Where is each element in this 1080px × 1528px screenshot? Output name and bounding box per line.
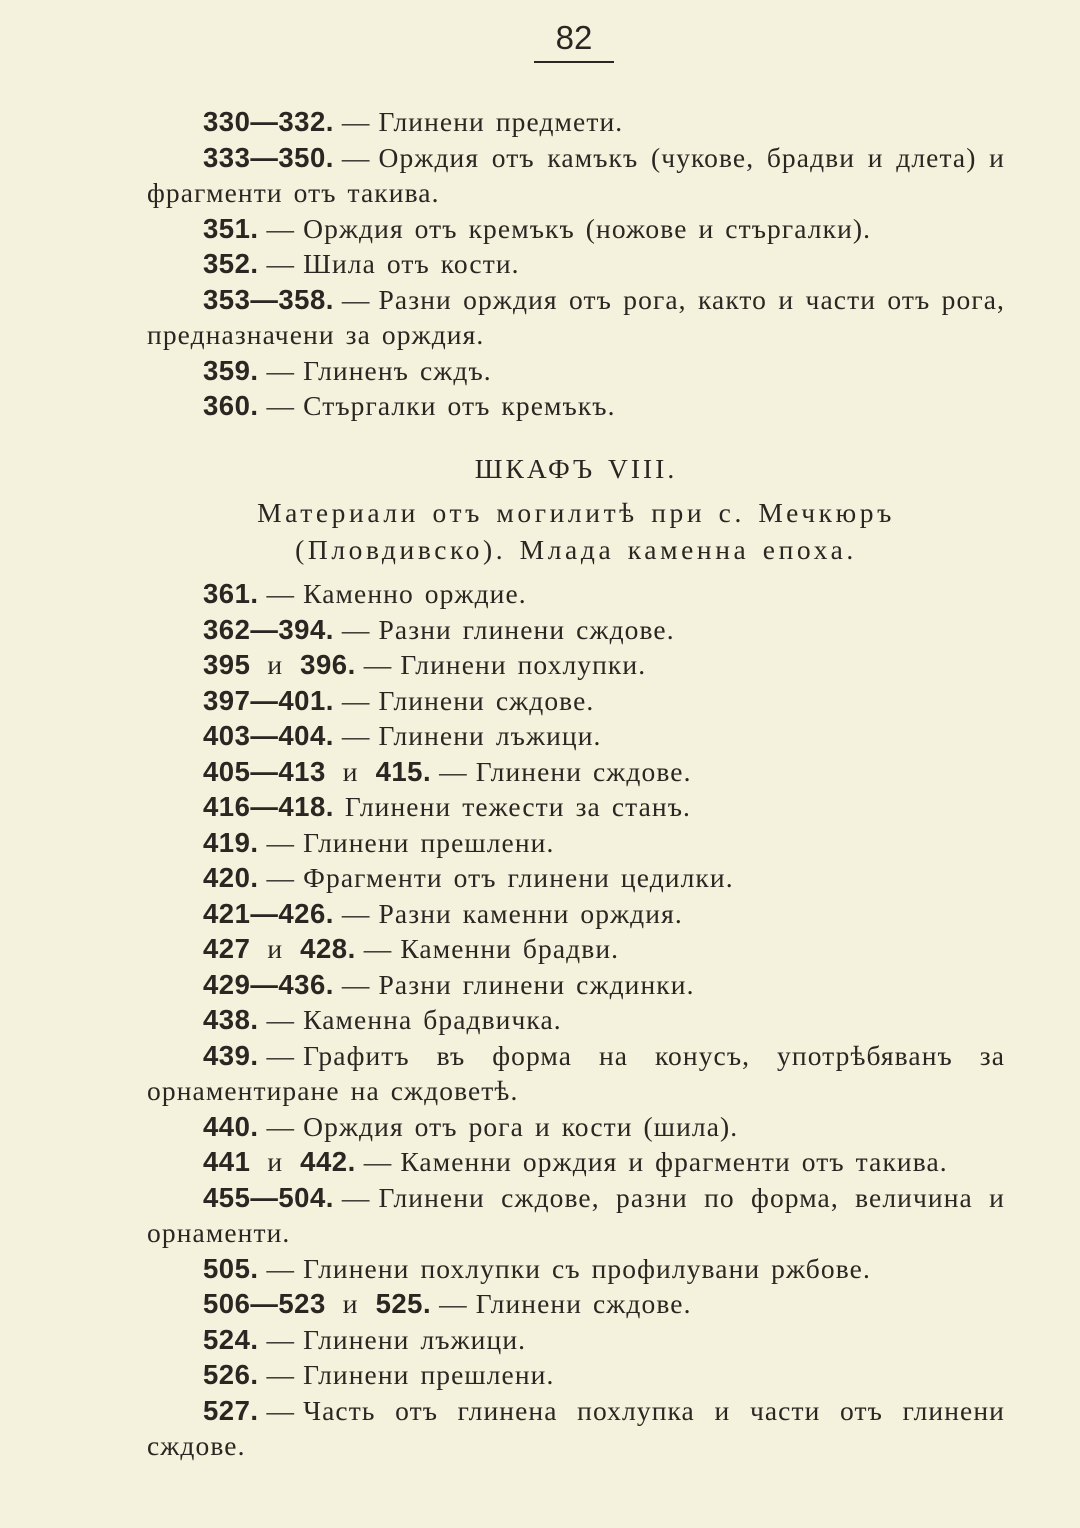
range-conjunction: и bbox=[331, 1288, 370, 1319]
range-conjunction: и bbox=[256, 649, 295, 680]
range-number: 330 bbox=[203, 106, 251, 137]
entry-dash: — bbox=[266, 862, 296, 893]
entry-dash: — bbox=[341, 613, 371, 645]
range-number: 527 bbox=[203, 1394, 251, 1426]
range-number: 358 bbox=[278, 283, 326, 315]
range-dash: — bbox=[250, 684, 279, 716]
entry-text: Каменна брадвичка. bbox=[303, 1004, 562, 1035]
range-number: 362 bbox=[203, 613, 251, 645]
range-number: 416 bbox=[203, 791, 251, 822]
range-number: 426 bbox=[278, 897, 326, 929]
range-number: 352 bbox=[203, 248, 251, 279]
range-number: 405 bbox=[203, 755, 251, 787]
number-period: . bbox=[250, 1252, 259, 1284]
entry-text: Орждия отъ камъкъ (чукове, брадви и длета) и фрагменти отъ такива. bbox=[147, 141, 1005, 208]
range-dash: — bbox=[250, 283, 279, 315]
entry-number bbox=[203, 827, 259, 858]
number-period: . bbox=[325, 897, 334, 929]
range-number: 413 bbox=[278, 755, 326, 787]
entry-dash: — bbox=[266, 212, 296, 244]
catalogue-entry bbox=[147, 718, 1005, 754]
entry-number bbox=[203, 1040, 259, 1071]
entry-number bbox=[203, 390, 259, 421]
entry-number bbox=[203, 649, 356, 680]
entry-dash: — bbox=[266, 1039, 296, 1071]
number-period: . bbox=[250, 248, 259, 279]
entry-text: Стъргалки отъ кремъкъ. bbox=[303, 390, 616, 421]
entry-text: Орждия отъ рога и кости (шила). bbox=[303, 1110, 739, 1142]
catalogue-entry bbox=[147, 1286, 1005, 1322]
range-number: 353 bbox=[203, 283, 251, 315]
range-number: 397 bbox=[203, 684, 251, 716]
entry-text: Глинени прешлени. bbox=[303, 826, 555, 858]
range-number: 361 bbox=[203, 578, 251, 609]
catalogue-entry bbox=[147, 576, 1005, 612]
entry-text: Глинени похлупки съ профилувани ржбове. bbox=[303, 1252, 871, 1284]
catalogue-group-1 bbox=[147, 104, 1005, 424]
entry-dash: — bbox=[363, 1146, 393, 1177]
catalogue-entry bbox=[147, 1322, 1005, 1358]
entry-number bbox=[203, 248, 259, 279]
entry-text: Каменни орждия и фрагменти отъ такива. bbox=[400, 1146, 948, 1177]
entry-number bbox=[203, 1253, 259, 1284]
number-period: . bbox=[422, 755, 432, 787]
entry-text: Каменни брадви. bbox=[400, 933, 620, 964]
catalogue-entry bbox=[147, 1144, 1005, 1180]
entry-number bbox=[203, 142, 334, 173]
number-period: . bbox=[422, 1288, 432, 1319]
entry-number bbox=[203, 106, 334, 137]
catalogue-entry bbox=[147, 104, 1005, 140]
number-period: . bbox=[325, 720, 334, 751]
entry-dash: — bbox=[341, 720, 371, 751]
range-number: 404 bbox=[278, 720, 326, 751]
range-dash: — bbox=[250, 968, 279, 1000]
page-number: 82 bbox=[555, 19, 593, 56]
entry-number bbox=[203, 284, 334, 315]
range-number: 394 bbox=[278, 613, 326, 645]
range-number: 419 bbox=[203, 826, 251, 858]
entry-dash: — bbox=[266, 578, 296, 609]
entry-number bbox=[203, 213, 259, 244]
shelf-description bbox=[147, 494, 1005, 568]
catalogue-entry bbox=[147, 754, 1005, 790]
range-conjunction: и bbox=[256, 1146, 295, 1177]
number-period: . bbox=[325, 1181, 334, 1213]
entry-number bbox=[203, 355, 259, 386]
entry-dash: — bbox=[266, 390, 296, 421]
entry-number bbox=[203, 1146, 356, 1177]
entry-number bbox=[203, 1359, 259, 1390]
number-period: . bbox=[325, 684, 334, 716]
number-period: . bbox=[325, 968, 334, 1000]
range-number: 421 bbox=[203, 897, 251, 929]
catalogue-entry bbox=[147, 967, 1005, 1003]
entry-dash: — bbox=[266, 1394, 296, 1426]
number-period: . bbox=[250, 390, 259, 421]
catalogue-entry bbox=[147, 683, 1005, 719]
range-number: 442 bbox=[300, 1146, 348, 1177]
catalogue-entry bbox=[147, 896, 1005, 932]
range-number: 525 bbox=[375, 1288, 423, 1319]
range-dash: — bbox=[250, 1288, 279, 1319]
range-number: 415 bbox=[375, 755, 423, 787]
number-period: . bbox=[250, 578, 259, 609]
number-period: . bbox=[325, 141, 334, 173]
entry-number bbox=[203, 720, 334, 751]
range-number: 438 bbox=[203, 1004, 251, 1035]
range-dash: — bbox=[250, 897, 279, 929]
range-dash: — bbox=[250, 791, 279, 822]
catalogue-entry bbox=[147, 246, 1005, 282]
catalogue-entry bbox=[147, 1109, 1005, 1145]
catalogue-entry bbox=[147, 860, 1005, 896]
number-period: . bbox=[250, 1394, 259, 1426]
number-period: . bbox=[250, 862, 259, 893]
entry-text: Глинени сждове, разни по форма, величина и орнаменти. bbox=[147, 1181, 1005, 1248]
range-dash: — bbox=[250, 106, 279, 137]
entry-dash: — bbox=[266, 1004, 296, 1035]
range-number: 440 bbox=[203, 1110, 251, 1142]
range-number: 455 bbox=[203, 1181, 251, 1213]
catalogue-entry bbox=[147, 931, 1005, 967]
entry-dash: — bbox=[341, 1181, 371, 1213]
entry-dash: — bbox=[363, 649, 393, 680]
entry-dash: — bbox=[266, 248, 296, 279]
entry-number bbox=[203, 862, 259, 893]
entry-dash: — bbox=[341, 684, 371, 716]
number-period: . bbox=[250, 1039, 259, 1071]
entry-number bbox=[203, 969, 334, 1000]
catalogue-entry bbox=[147, 388, 1005, 424]
range-dash: — bbox=[250, 720, 279, 751]
number-period: . bbox=[250, 354, 259, 386]
range-dash: — bbox=[250, 613, 279, 645]
page-number-rule bbox=[534, 61, 614, 63]
catalogue-entry bbox=[147, 1357, 1005, 1393]
entry-text: Шила отъ кости. bbox=[303, 248, 520, 279]
entry-dash: — bbox=[341, 106, 371, 137]
entry-text: Глинени лъжици. bbox=[303, 1323, 527, 1355]
range-number: 526 bbox=[203, 1359, 251, 1390]
entry-dash: — bbox=[439, 755, 468, 787]
range-dash: — bbox=[250, 755, 279, 787]
shelf-description-line-1: Материали отъ могилитѣ при с. Мечкюръ bbox=[257, 497, 895, 528]
entry-dash: — bbox=[266, 1252, 296, 1284]
range-number: 333 bbox=[203, 141, 251, 173]
catalogue-entry bbox=[147, 789, 1005, 825]
number-period: . bbox=[250, 1359, 259, 1390]
number-period: . bbox=[250, 1004, 259, 1035]
range-number: 350 bbox=[278, 141, 326, 173]
number-period: . bbox=[325, 613, 334, 645]
entry-number bbox=[203, 1288, 431, 1319]
number-period: . bbox=[250, 212, 259, 244]
range-number: 420 bbox=[203, 862, 251, 893]
range-number: 396 bbox=[300, 649, 348, 680]
entry-dash: — bbox=[266, 1359, 296, 1390]
catalogue-entry bbox=[147, 1180, 1005, 1251]
catalogue-entry bbox=[147, 1038, 1005, 1109]
entry-dash: — bbox=[341, 968, 371, 1000]
number-period: . bbox=[347, 1146, 356, 1177]
catalogue-entry bbox=[147, 211, 1005, 247]
entry-text: Каменно орждие. bbox=[303, 578, 527, 609]
entry-dash: — bbox=[439, 1288, 468, 1319]
entry-text: Орждия отъ кремъкъ (ножове и стъргалки). bbox=[303, 212, 872, 244]
catalogue-entry bbox=[147, 353, 1005, 389]
range-number: 441 bbox=[203, 1146, 251, 1177]
entry-number bbox=[203, 1004, 259, 1035]
entry-text: Разни глинени сждове. bbox=[378, 613, 675, 645]
number-period: . bbox=[325, 791, 334, 822]
entry-text: Глинени сждове. bbox=[475, 755, 692, 787]
entry-dash: — bbox=[341, 141, 371, 173]
entry-number bbox=[203, 898, 334, 929]
number-period: . bbox=[250, 826, 259, 858]
range-conjunction: и bbox=[331, 755, 370, 787]
entry-number bbox=[203, 1324, 259, 1355]
entry-number bbox=[203, 578, 259, 609]
catalogue-entry bbox=[147, 1393, 1005, 1464]
range-number: 524 bbox=[203, 1323, 251, 1355]
catalogue-entry bbox=[147, 140, 1005, 211]
entry-number bbox=[203, 1395, 259, 1426]
entry-text: Разни глинени сждинки. bbox=[378, 968, 695, 1000]
number-period: . bbox=[325, 283, 334, 315]
entry-number bbox=[203, 614, 334, 645]
catalogue-entry bbox=[147, 612, 1005, 648]
range-number: 401 bbox=[278, 684, 326, 716]
entry-text: Фрагменти отъ глинени цедилки. bbox=[303, 862, 734, 893]
entry-number bbox=[203, 933, 356, 964]
number-period: . bbox=[347, 649, 356, 680]
range-number: 427 bbox=[203, 933, 251, 964]
range-number: 523 bbox=[278, 1288, 326, 1319]
range-number: 360 bbox=[203, 390, 251, 421]
shelf-heading: ШКАФЪ VIII. bbox=[474, 452, 678, 484]
number-period: . bbox=[325, 106, 334, 137]
number-period: . bbox=[250, 1110, 259, 1142]
catalogue-entry bbox=[147, 647, 1005, 683]
entry-text: Графитъ въ форма на конусъ, употрѣбяванъ за орнаментиране на сждоветѣ. bbox=[147, 1039, 1005, 1106]
entry-dash: — bbox=[266, 1323, 296, 1355]
range-number: 351 bbox=[203, 212, 251, 244]
entry-dash: — bbox=[341, 897, 371, 929]
range-number: 505 bbox=[203, 1252, 251, 1284]
range-number: 332 bbox=[278, 106, 326, 137]
entry-text: Глиненъ сждъ. bbox=[303, 354, 492, 386]
entry-text: Глинени сждове. bbox=[475, 1288, 692, 1319]
range-number: 439 bbox=[203, 1039, 251, 1071]
entry-text: Разни орждия отъ рога, както и части отъ рога, предназначени за орждия. bbox=[147, 283, 1005, 350]
range-number: 436 bbox=[278, 968, 326, 1000]
entry-number bbox=[203, 685, 334, 716]
range-dash: — bbox=[250, 141, 279, 173]
entry-text: Глинени сждове. bbox=[378, 684, 595, 716]
catalogue-entry bbox=[147, 282, 1005, 353]
entry-number bbox=[203, 791, 334, 822]
range-number: 429 bbox=[203, 968, 251, 1000]
shelf-description-line-2: (Пловдивско). Млада каменна епоха. bbox=[295, 534, 857, 565]
entry-text: Глинени предмети. bbox=[378, 106, 624, 137]
catalogue-entry bbox=[147, 825, 1005, 861]
entry-dash: — bbox=[266, 354, 296, 386]
entry-text: Глинени тежести за станъ. bbox=[344, 791, 691, 822]
range-number: 418 bbox=[278, 791, 326, 822]
entry-number bbox=[203, 1111, 259, 1142]
catalogue-entry bbox=[147, 1002, 1005, 1038]
entry-dash: — bbox=[266, 826, 296, 858]
entry-text: Глинени лъжици. bbox=[378, 720, 602, 751]
entry-number bbox=[203, 756, 431, 787]
entry-text: Часть отъ глинена похлупка и части отъ глинени сждове. bbox=[147, 1394, 1005, 1461]
entry-dash: — bbox=[341, 283, 371, 315]
catalogue-group-2 bbox=[147, 576, 1005, 1464]
range-number: 428 bbox=[300, 933, 348, 964]
entry-text: Разни каменни орждия. bbox=[378, 897, 683, 929]
range-number: 395 bbox=[203, 649, 251, 680]
number-period: . bbox=[347, 933, 356, 964]
entry-text: Глинени похлупки. bbox=[400, 649, 647, 680]
entry-number bbox=[203, 1182, 334, 1213]
entry-text: Глинени прешлени. bbox=[303, 1359, 555, 1390]
entry-dash: — bbox=[363, 933, 393, 964]
range-conjunction: и bbox=[256, 933, 295, 964]
range-number: 403 bbox=[203, 720, 251, 751]
number-period: . bbox=[250, 1323, 259, 1355]
range-number: 506 bbox=[203, 1288, 251, 1319]
range-number: 504 bbox=[278, 1181, 326, 1213]
range-number: 359 bbox=[203, 354, 251, 386]
entry-dash: — bbox=[266, 1110, 296, 1142]
catalogue-text bbox=[147, 104, 1005, 1464]
catalogue-entry bbox=[147, 1251, 1005, 1287]
range-dash: — bbox=[250, 1181, 279, 1213]
